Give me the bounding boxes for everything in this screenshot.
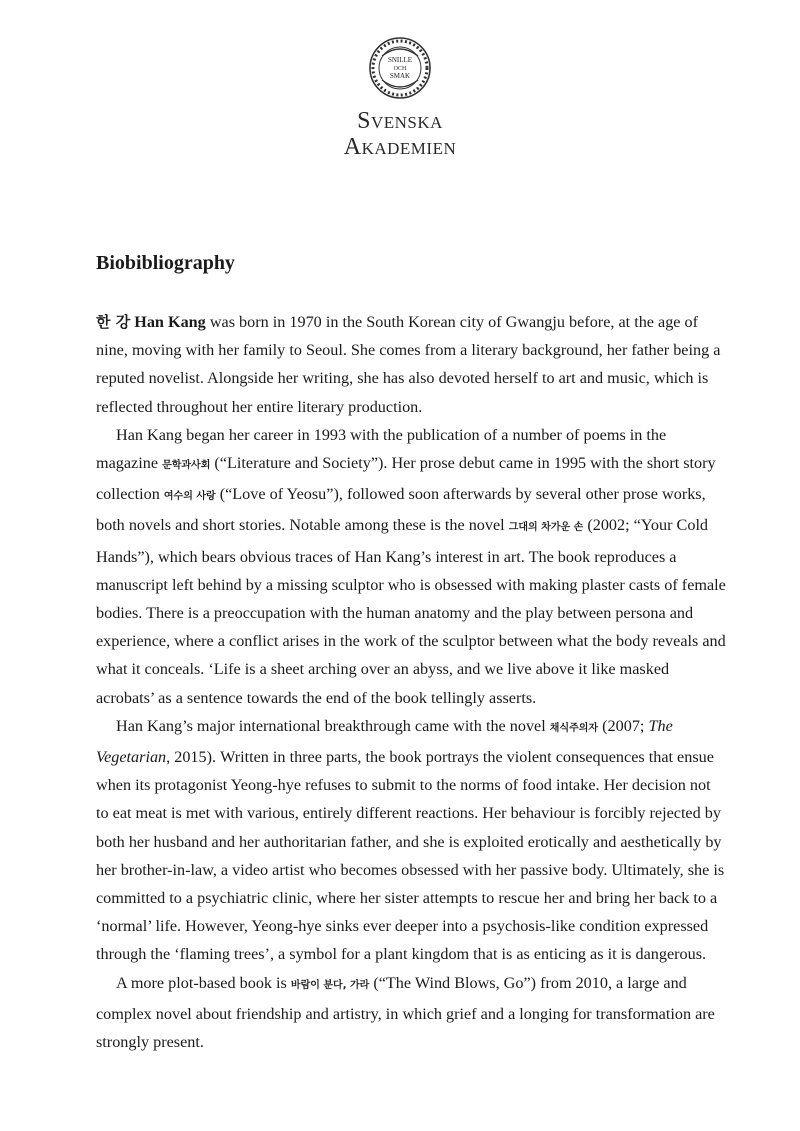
paragraph-4-text-2: (“The Wind Blows, Go”) from 2010, a large and complex novel about friendship and artistry, in which grief and a longing for transformation are strongly present. (96, 973, 715, 1052)
svg-text:OCH: OCH (393, 66, 407, 72)
korean-title-magazine: 문학과사회 (162, 460, 211, 472)
header (0, 36, 800, 160)
paragraph-3-text-3: , 2015). Written in three parts, the book portrays the violent consequences that ensue when its protagonist Yeong-hye refuses to submit to the norms of food intake. Her decision not to eat meat is met with various, entirely different reactions. Her behaviour is forcibly rejected by both her husband and her authoritarian father, and she is exploited erotically and aesthetically by her brother-in-law, a video artist who becomes obsessed with her passive body. Ultimately, she is committed to a psychiatric clinic, where her sister attempts to rescue her and bring her back to a ‘normal’ life. However, Yeong-hye sinks ever deeper into a psychosis-like condition expressed through the ‘flaming trees’, a symbol for a plant kingdom that is as enticing as it is dangerous. (96, 748, 725, 964)
svg-text:SMAK: SMAK (389, 72, 411, 80)
paragraph-3 (96, 712, 726, 969)
korean-name: 한 강 (96, 313, 131, 331)
paragraph-2-text-4: (2002; “Your Cold Hands”), which bears obvious traces of Han Kang’s interest in art. The book reproduces a manuscript left behind by a missing sculptor who is obsessed with making plaster casts of female bodies. There is a preoccupation with the human anatomy and the play between persona and experience, where a conflict arises in the work of the sculptor between what the body reveals and what it conceals. ‘Life is a sheet arching over an abyss, and we live above it like masked acrobats’ as a sentence towards the end of the book tellingly asserts. (96, 516, 726, 707)
paragraph-2-text-2: (“Literature and Society”). Her prose debut came in 1995 with the short story collection (96, 454, 716, 504)
paragraph-2-text-3: (“Love of Yeosu”), followed soon afterwards by several other prose works, both novels and short stories. Notable among these is the novel (96, 485, 706, 535)
author-name: Han Kang (134, 313, 206, 331)
paragraph-4-text-1: A more plot-based book is (116, 973, 291, 992)
korean-title-love-of-yeosu: 여수의 사랑 (163, 491, 216, 503)
academy-seal-logo (368, 36, 432, 100)
paragraph-2 (96, 421, 726, 712)
organization-name (0, 108, 800, 160)
paragraph-2-text-1: Han Kang began her career in 1993 with the publication of a number of poems in the magazine (96, 425, 667, 473)
page-title: Biobibliography (96, 252, 235, 274)
paragraph-4 (96, 969, 726, 1057)
org-name-line1: Svenska (357, 108, 443, 134)
paragraph-1-text: was born in 1970 in the South Korean city of Gwangju before, at the age of nine, moving with her family to Seoul. She comes from a literary background, her father being a reputed novelist. Alongside her writing, she has also devoted herself to art and music, which is reflected throughout her entire literary production. (96, 313, 721, 416)
paragraph-1 (96, 308, 726, 421)
italic-title-vegetarian: The Vegetarian (96, 716, 673, 767)
paragraph-3-text-1: Han Kang’s major international breakthrough came with the novel (116, 716, 550, 735)
document-body (96, 308, 726, 1056)
paragraph-3-text-2: (2007; (598, 716, 649, 735)
korean-title-your-cold-hands: 그대의 차가운 손 (508, 522, 584, 534)
korean-title-vegetarian: 채식주의자 (549, 722, 599, 734)
korean-title-wind-blows: 바람이 분다, 가라 (290, 979, 370, 991)
svg-text:SNILLE: SNILLE (387, 56, 413, 64)
org-name-line2: Akademien (343, 134, 457, 160)
